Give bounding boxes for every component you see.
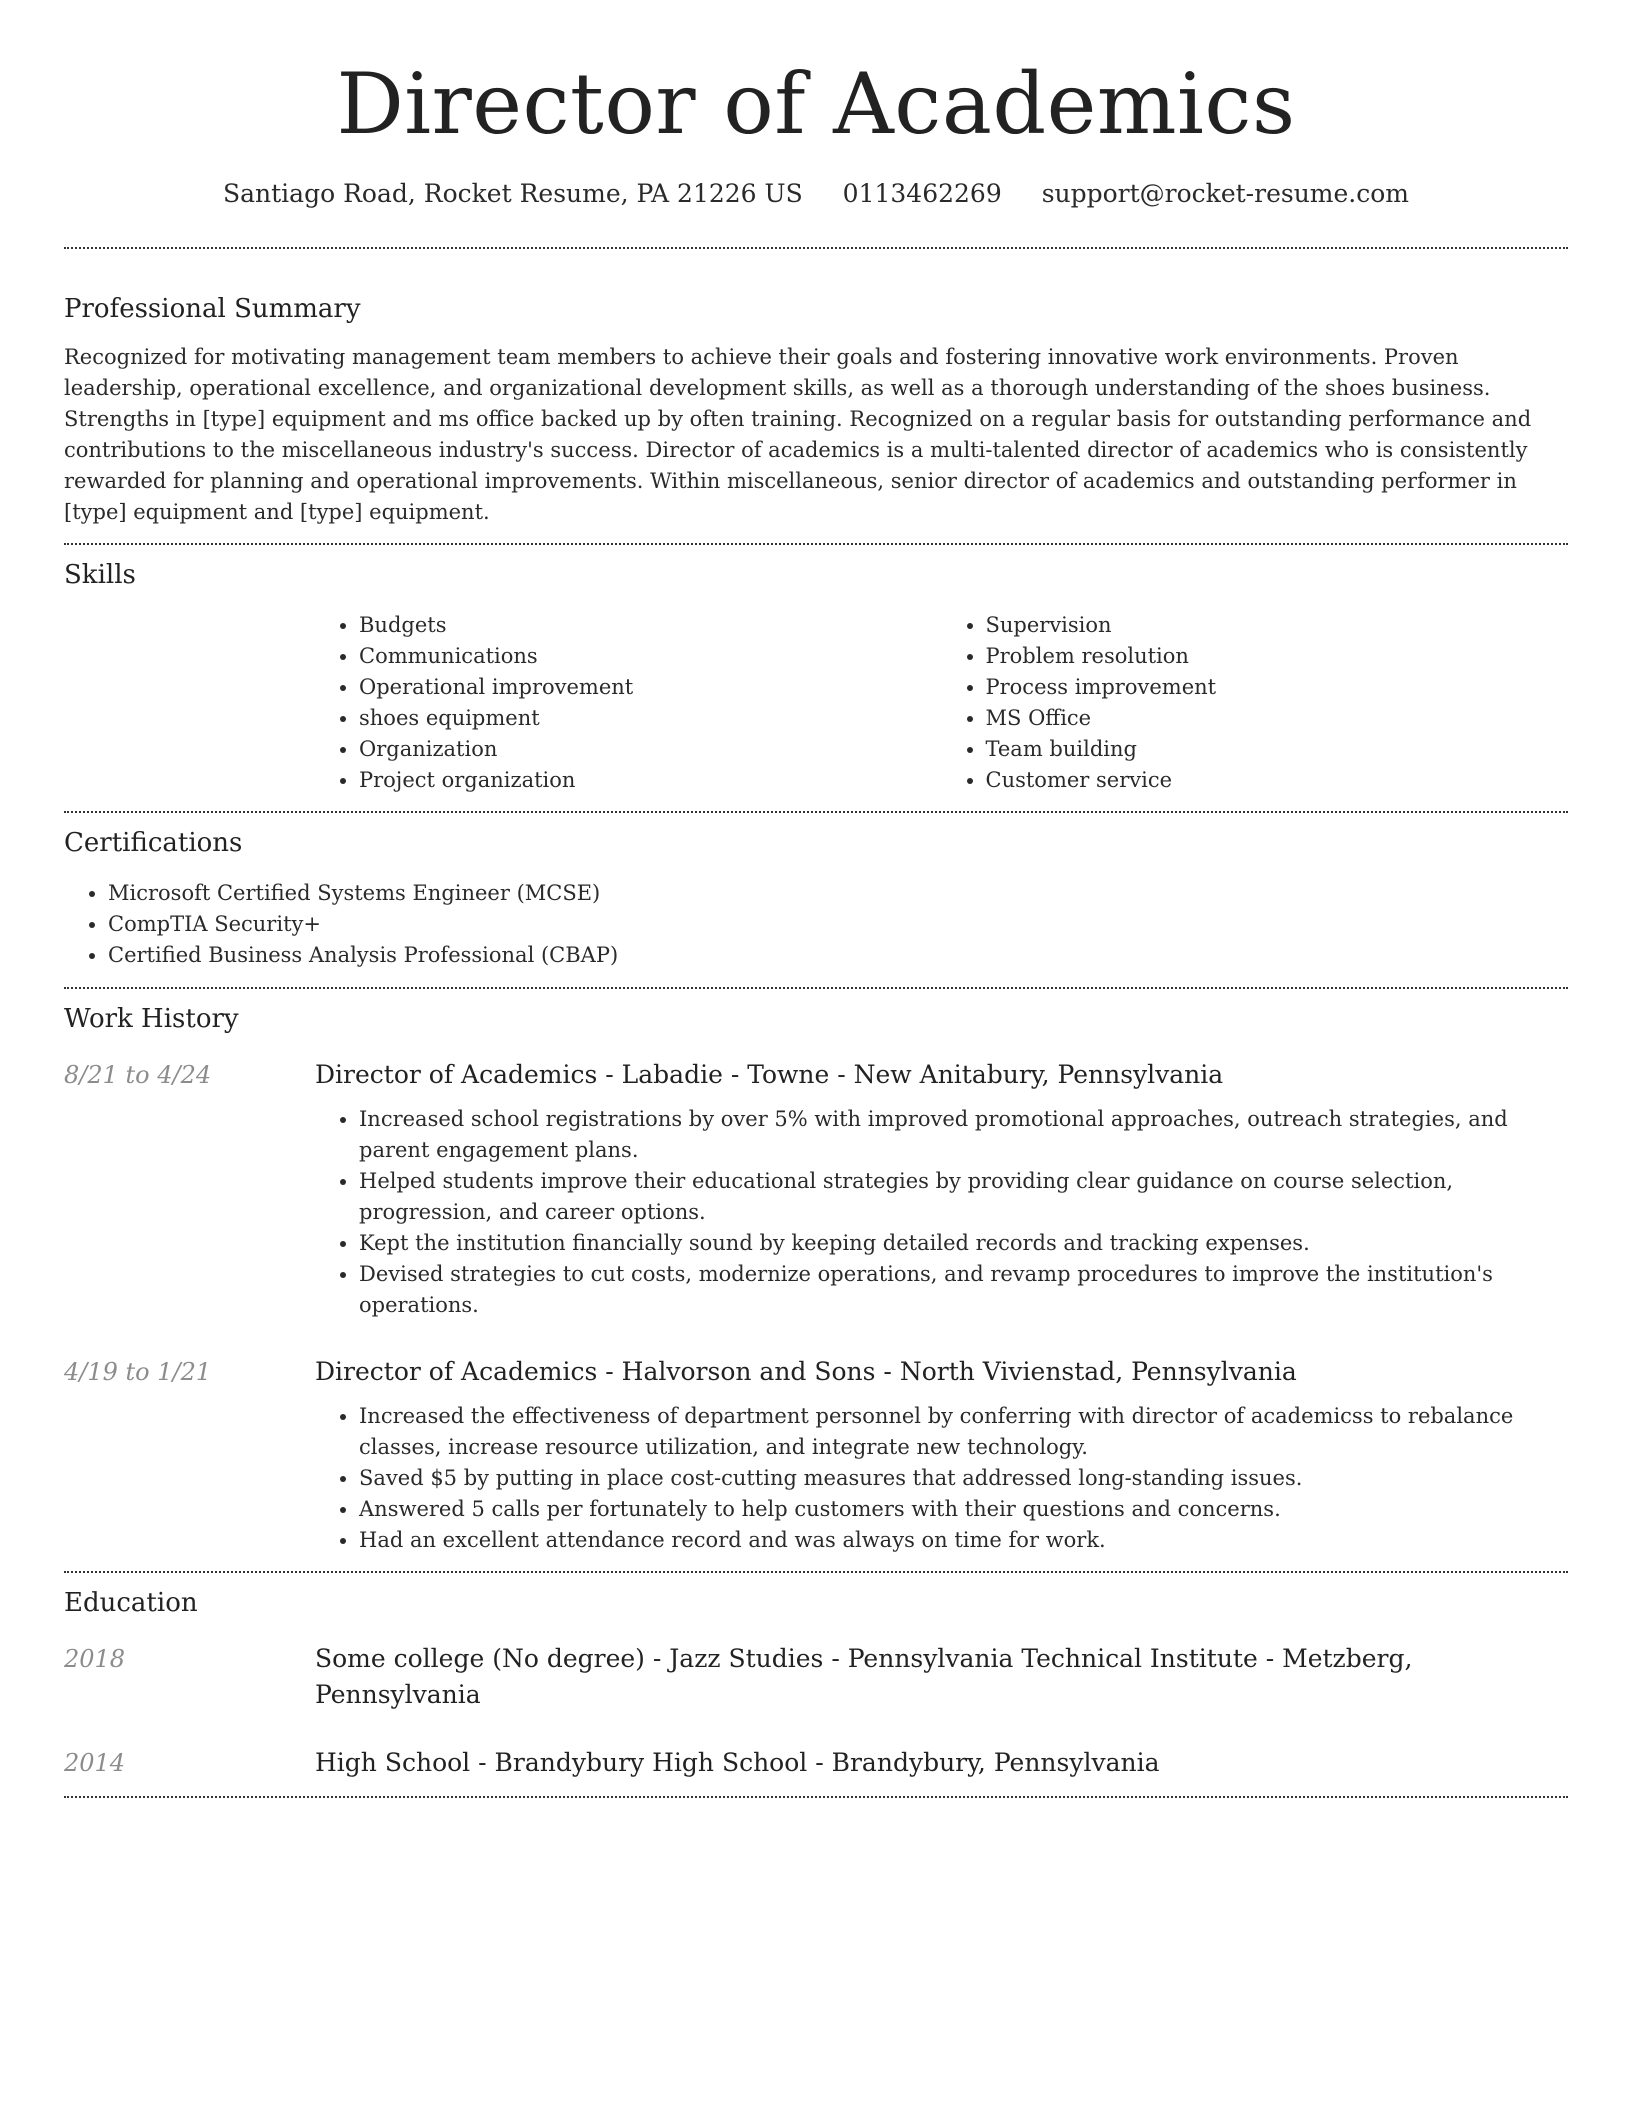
summary-text: Recognized for motivating management team members to achieve their goals and fostering innovative work environments. Proven leadership, operational excellence, and organizational development skills, as well as a thorough understanding of the shoes business. Strengths in [type] equipment and ms office backed up by often training. Recognized on a regular basis for outstanding performance and contributions to the miscellaneous industry's success. Director of academics is a multi-talented director of academics who is consistently rewarded for planning and operational improvements. Within miscellaneous, senior director of academics and outstanding performer in [type] equipment and [type] equipment. [64,345,1532,524]
section-heading-education: Education [64,1588,198,1618]
education-section [64,1583,1568,1781]
divider [64,1571,1568,1573]
education-text: High School - Brandybury High School - Brandybury, Pennsylvania [315,1748,1160,1777]
divider [64,543,1568,545]
job-bullet: • Increased the effectiveness of department personnel by conferring with director of academicss to rebalance classes, increase resource utilization, and integrate new technology. [359,1401,1568,1463]
skill-item: • Communications [359,641,942,672]
section-heading-certifications: Certifications [64,828,243,858]
work-section [64,999,1568,1556]
education-year: 2014 [64,1749,126,1777]
job-entry [64,1057,1568,1321]
certification-item: • Certified Business Analysis Professional (CBAP) [108,940,1568,971]
divider [64,987,1568,989]
job-bullet: • Had an excellent attendance record and was always on time for work. [359,1525,1568,1556]
contact-address: Santiago Road, Rocket Resume, PA 21226 US [223,179,803,208]
summary-section [64,289,1568,528]
section-heading-work: Work History [64,1004,239,1034]
job-body [315,1354,1568,1556]
job-bullet: • Helped students improve their educational strategies by providing clear guidance on course selection, progression, and career options. [359,1166,1568,1228]
skill-item: • shoes equipment [359,703,942,734]
contact-email: support@rocket-resume.com [1041,179,1409,208]
skills-columns [315,610,1568,796]
section-heading-skills: Skills [64,560,136,590]
certifications-section [64,823,1568,971]
resume-page [64,0,1568,1798]
education-text: Some college (No degree) - Jazz Studies - Pennsylvania Technical Institute - Metzberg, Pennsylvania [315,1644,1413,1709]
skill-item: • Customer service [986,765,1569,796]
skill-item: • Problem resolution [986,641,1569,672]
skill-item: • Process improvement [986,672,1569,703]
certification-item: • Microsoft Certified Systems Engineer (MCSE) [108,878,1568,909]
job-bullet: • Kept the institution financially sound by keeping detailed records and tracking expenses. [359,1228,1568,1259]
section-heading-summary: Professional Summary [64,294,361,324]
skill-item: • MS Office [986,703,1569,734]
contact-line [64,174,1568,214]
job-bullet: • Answered 5 calls per fortunately to help customers with their questions and concerns. [359,1494,1568,1525]
skill-item: • Organization [359,734,942,765]
job-bullet: • Saved $5 by putting in place cost-cutting measures that addressed long-standing issues. [359,1463,1568,1494]
job-title: Director of Academics - Halvorson and Sons - North Vivienstad, Pennsylvania [315,1357,1297,1386]
certifications-list [64,878,1568,971]
resume-title: Director of Academics [336,55,1296,153]
education-entry [64,1745,1568,1781]
skill-item: • Budgets [359,610,942,641]
skills-section [64,555,1568,796]
job-title: Director of Academics - Labadie - Towne - New Anitabury, Pennsylvania [315,1060,1224,1089]
skills-list-right [942,610,1569,796]
skills-list-left [315,610,942,796]
divider [64,247,1568,249]
skill-item: • Team building [986,734,1569,765]
job-bullets [315,1401,1568,1556]
certification-item: • CompTIA Security+ [108,909,1568,940]
skill-item: • Operational improvement [359,672,942,703]
divider [64,1796,1568,1798]
education-entry [64,1641,1568,1713]
job-bullet: • Increased school registrations by over 5% with improved promotional approaches, outreach strategies, and parent engagement plans. [359,1104,1568,1166]
education-year: 2018 [64,1645,126,1673]
job-entry [64,1354,1568,1556]
skill-item: • Project organization [359,765,942,796]
job-bullets [315,1104,1568,1321]
contact-phone: 0113462269 [842,179,1002,208]
job-body [315,1057,1568,1321]
skill-item: • Supervision [986,610,1569,641]
job-dates: 8/21 to 4/24 [64,1061,212,1089]
job-dates: 4/19 to 1/21 [64,1358,212,1386]
divider [64,811,1568,813]
job-bullet: • Devised strategies to cut costs, modernize operations, and revamp procedures to improve the institution's operations. [359,1259,1568,1321]
